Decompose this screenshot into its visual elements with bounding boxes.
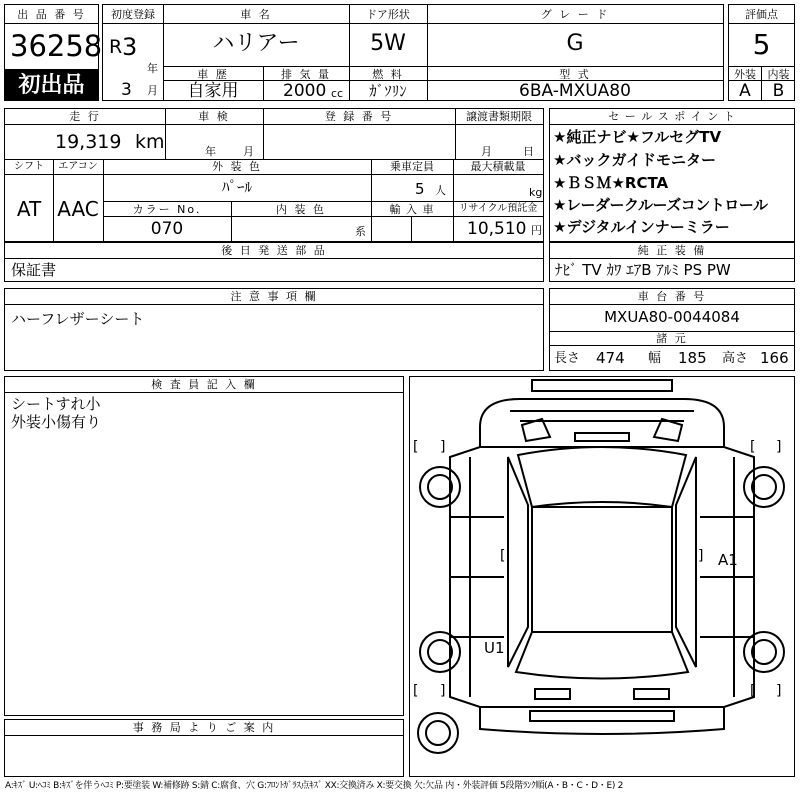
exterior-score: A bbox=[739, 81, 751, 101]
chassis-label: 車 台 番 号 bbox=[637, 290, 707, 303]
bracket-left-front-close: ] bbox=[440, 439, 446, 455]
import-label: 輸 入 車 bbox=[389, 203, 435, 216]
office-label: 事 務 局 よ り ご 案 内 bbox=[132, 721, 276, 734]
car-diagram bbox=[409, 376, 795, 777]
recycle-label: リサイクル預託金 bbox=[458, 203, 538, 214]
year-unit: 年 bbox=[147, 62, 158, 75]
bracket-left-front-open: [ bbox=[413, 439, 419, 455]
model-label: 型 式 bbox=[559, 68, 591, 81]
score-label: 評価点 bbox=[745, 8, 778, 21]
sales-point-2: ★バックガイドモニター bbox=[553, 151, 716, 169]
score: 5 bbox=[752, 28, 771, 61]
transfer-day-unit: 日 bbox=[523, 145, 534, 158]
capacity: 5 bbox=[415, 180, 425, 198]
notes-box bbox=[4, 288, 544, 371]
inspector-line-2: 外装小傷有り bbox=[11, 413, 102, 431]
legend: A:ｷｽﾞ U:ﾍｺﾐ B:ｷｽﾞを伴うﾍｺﾐ P:要塗装 W:補修跡 S:錆 C:腐食、穴 G:ﾌﾛﾝﾄｶﾞﾗｽ点ｷｽﾞ XX:交換済み X:要交換 欠:欠品 内・外装評価 5段階ﾗﾝｸ順(A・B・C・D・E) 2 bbox=[5, 781, 624, 791]
later-parts-box bbox=[4, 242, 544, 282]
history-label: 車 歴 bbox=[197, 68, 229, 81]
chassis-box bbox=[549, 288, 795, 371]
load-label: 最大積載量 bbox=[470, 160, 526, 173]
office-box bbox=[4, 719, 404, 777]
aircon-label: エアコン bbox=[58, 161, 98, 172]
equipment-value: ﾅﾋﾞ TV ｶﾜ ｴｱB ｱﾙﾐ PS PW bbox=[555, 261, 731, 279]
height-label: 高さ bbox=[722, 351, 749, 366]
inspector-line-1: シートすれ小 bbox=[11, 395, 101, 413]
equipment-label: 純 正 装 備 bbox=[637, 244, 707, 257]
mileage-label: 走 行 bbox=[69, 110, 101, 123]
sales-point-5: ★デジタルインナーミラー bbox=[553, 218, 730, 236]
later-parts-value: 保証書 bbox=[11, 261, 57, 279]
month: 3 bbox=[121, 80, 132, 100]
shift: AT bbox=[16, 197, 42, 221]
later-parts-label: 後 日 発 送 部 品 bbox=[221, 244, 327, 257]
details-box bbox=[4, 108, 544, 242]
capacity-label: 乗車定員 bbox=[390, 160, 434, 173]
length-value: 474 bbox=[596, 349, 625, 367]
sales-point-3: ★ＢＳＭ★RCTA bbox=[553, 174, 669, 192]
spec-label: 諸 元 bbox=[656, 332, 688, 345]
exterior-color: ﾊﾟｰﾙ bbox=[221, 178, 252, 196]
load-unit: kg bbox=[529, 186, 543, 199]
damage-mark-a1: A1 bbox=[718, 551, 738, 569]
bracket-right-rear-open: [ bbox=[750, 683, 756, 699]
width-label: 幅 bbox=[648, 351, 662, 366]
car-name: ハリアー bbox=[212, 31, 300, 56]
grade-label: グ レ ー ド bbox=[540, 8, 610, 21]
grade: G bbox=[566, 31, 584, 56]
bracket-right-front-open: [ bbox=[750, 439, 756, 455]
interior-color-label: 内 装 色 bbox=[276, 203, 326, 216]
first-listing-text: 初出品 bbox=[18, 73, 85, 98]
color-no: 070 bbox=[150, 219, 184, 239]
model: 6BA-MXUA80 bbox=[519, 81, 631, 101]
month-unit: 月 bbox=[147, 84, 158, 97]
bracket-mid-left-open: [ bbox=[500, 548, 506, 564]
exterior-label: 外装 bbox=[734, 68, 756, 81]
fuel-label: 燃 料 bbox=[372, 68, 404, 81]
exterior-color-label: 外 装 色 bbox=[212, 160, 262, 173]
displacement-label: 排 気 量 bbox=[281, 68, 331, 81]
sales-point-1: ★純正ナビ★フルセグTV bbox=[553, 128, 722, 146]
mileage-unit: km bbox=[135, 131, 165, 153]
chassis-number: MXUA80-0044084 bbox=[604, 308, 740, 326]
era: R bbox=[109, 36, 123, 58]
car-diagram-drawing bbox=[410, 377, 794, 776]
sales-point-4: ★レーダークルーズコントロール bbox=[553, 196, 768, 214]
inspector-label: 検 査 員 記 入 欄 bbox=[151, 378, 257, 391]
width-value: 185 bbox=[678, 349, 707, 367]
notes-value: ハーフレザーシート bbox=[11, 310, 145, 328]
year: 3 bbox=[122, 33, 138, 61]
inspection-label: 車 検 bbox=[198, 110, 230, 123]
shift-label: シフト bbox=[14, 161, 44, 172]
fuel: ｶﾞｿﾘﾝ bbox=[369, 82, 407, 100]
lot-number: 36258 bbox=[10, 29, 103, 63]
bracket-right-front-close: ] bbox=[776, 439, 782, 455]
bracket-right-rear-close: ] bbox=[776, 683, 782, 699]
plate-label: 登 録 番 号 bbox=[324, 110, 394, 123]
inspection-year-unit: 年 bbox=[205, 145, 216, 158]
recycle-unit: 円 bbox=[531, 224, 542, 237]
interior-score: B bbox=[772, 81, 785, 101]
displacement-unit: cc bbox=[331, 87, 344, 100]
score-box bbox=[728, 4, 795, 101]
notes-label: 注 意 事 項 欄 bbox=[230, 290, 318, 303]
transfer-month-unit: 月 bbox=[481, 145, 492, 158]
first-registration-label: 初度登録 bbox=[111, 8, 155, 21]
length-label: 長さ bbox=[554, 351, 581, 366]
sales-points-label: セ ー ル ス ポ イ ン ト bbox=[608, 110, 736, 123]
interior-color-unit: 系 bbox=[355, 225, 366, 238]
interior-label: 内装 bbox=[767, 68, 790, 81]
vehicle-info-box bbox=[102, 4, 724, 101]
door-label: ドア形状 bbox=[366, 8, 410, 21]
sales-points-box bbox=[549, 108, 795, 242]
car-name-label: 車 名 bbox=[240, 8, 272, 21]
displacement: 2000 bbox=[283, 81, 327, 101]
door: 5W bbox=[370, 31, 406, 56]
damage-mark-u1: U1 bbox=[484, 639, 505, 657]
color-no-label: カラー No. bbox=[132, 203, 202, 216]
aircon: AAC bbox=[57, 197, 99, 221]
height-value: 166 bbox=[760, 349, 789, 367]
history: 自家用 bbox=[187, 81, 239, 101]
inspector-box bbox=[4, 376, 404, 716]
mileage: 19,319 bbox=[55, 131, 122, 153]
inspection-month-unit: 月 bbox=[243, 145, 254, 158]
capacity-unit: 人 bbox=[435, 184, 446, 197]
bracket-left-rear-open: [ bbox=[413, 683, 419, 699]
lot-number-box bbox=[4, 4, 103, 101]
transfer-label: 譲渡書類期限 bbox=[466, 110, 532, 123]
bracket-mid-right-close: ] bbox=[698, 548, 704, 564]
bracket-left-rear-close: ] bbox=[440, 683, 446, 699]
equipment-box bbox=[549, 242, 795, 282]
recycle: 10,510 bbox=[467, 219, 527, 239]
lot-number-label: 出 品 番 号 bbox=[17, 8, 86, 21]
